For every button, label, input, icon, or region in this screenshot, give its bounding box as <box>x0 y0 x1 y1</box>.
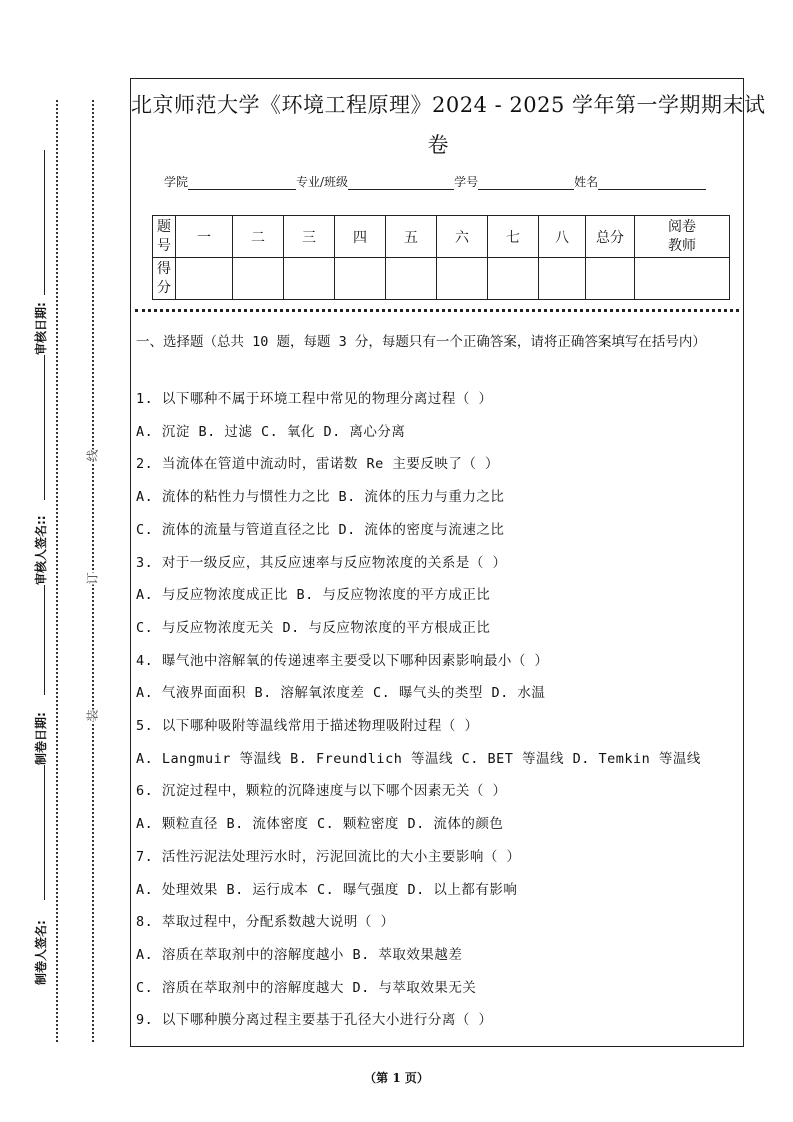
header-cell: 六 <box>437 216 488 258</box>
header-cell: 八 <box>539 216 586 258</box>
question-text: 3. 对于一级反应，其反应速率与反应物浓度的关系是（ ） <box>136 554 507 571</box>
answer-options: A. 处理效果 B. 运行成本 C. 曝气强度 D. 以上都有影响 <box>136 881 518 898</box>
score-cell[interactable] <box>488 258 539 300</box>
binding-mark-ding: 订 <box>85 572 100 585</box>
binding-dotted-line-inner <box>92 100 94 1042</box>
answer-options: C. 溶质在萃取剂中的溶解度越大 D. 与萃取效果无关 <box>136 979 477 996</box>
college-field[interactable] <box>188 175 296 190</box>
binding-dotted-line-outer <box>56 100 58 1042</box>
exam-title: 北京师范大学《环境工程原理》2024 - 2025 学年第一学期期末试 <box>131 93 766 117</box>
question-text: 9. 以下哪种膜分离过程主要基于孔径大小进行分离（ ） <box>136 1012 493 1029</box>
label-paper-date: 制卷日期: <box>34 712 48 765</box>
question-text: 8. 萃取过程中，分配系数越大说明（ ） <box>136 914 395 931</box>
question-text: 1. 以下哪种不属于环境工程中常见的物理分离过程（ ） <box>136 391 493 407</box>
label-student-id: 学号 <box>454 175 479 189</box>
score-cell[interactable] <box>539 258 586 300</box>
question-text: 6. 沉淀过程中，颗粒的沉降速度与以下哪个因素无关（ ） <box>136 783 507 800</box>
label-review-date: 审核日期: <box>34 302 48 355</box>
answer-options: A. 颗粒直径 B. 流体密度 C. 颗粒密度 D. 流体的颜色 <box>136 816 504 833</box>
header-cell: 五 <box>386 216 437 258</box>
header-cell: 一 <box>176 216 233 258</box>
exam-frame <box>130 78 766 1047</box>
row-label-score: 得 分 <box>153 258 176 300</box>
label-major-class: 专业/班级 <box>296 175 349 189</box>
answer-options: C. 流体的流量与管道直径之比 D. 流体的密度与流速之比 <box>136 521 505 538</box>
header-cell: 七 <box>488 216 539 258</box>
header-cell: 三 <box>284 216 335 258</box>
answer-options: C. 与反应物浓度无关 D. 与反应物浓度的平方根成正比 <box>136 619 491 636</box>
page-number: （第 1 页） <box>364 1071 429 1085</box>
exam-title-continued: 卷 <box>427 133 449 157</box>
score-table <box>152 215 730 300</box>
binding-mark-zhuang: 装 <box>85 709 100 722</box>
header-cell-grader: 阅卷 教师 <box>635 216 730 258</box>
table-row <box>153 258 730 300</box>
label-paper-maker-signature: 制卷人签名: <box>34 920 48 985</box>
score-cell-grader[interactable] <box>635 258 730 300</box>
header-cell: 四 <box>335 216 386 258</box>
header-cell-question-number: 题 号 <box>153 216 176 258</box>
review-date-line[interactable] <box>43 150 45 295</box>
label-name: 姓名 <box>574 175 599 189</box>
answer-options: A. 溶质在萃取剂中的溶解度越小 B. 萃取效果越差 <box>136 946 463 963</box>
dotted-divider <box>135 309 739 312</box>
score-cell[interactable] <box>335 258 386 300</box>
label-college: 学院 <box>164 175 189 189</box>
student-info-row <box>164 173 706 190</box>
question-text: 2. 当流体在管道中流动时，雷诺数 Re 主要反映了（ ） <box>136 456 500 473</box>
header-cell: 二 <box>233 216 284 258</box>
major-class-field[interactable] <box>348 175 454 190</box>
score-cell[interactable] <box>437 258 488 300</box>
score-cell[interactable] <box>284 258 335 300</box>
header-cell-total: 总分 <box>586 216 635 258</box>
answer-options: A. Langmuir 等温线 B. Freundlich 等温线 C. BET 等温线 D. Temkin 等温线 <box>136 750 701 767</box>
score-cell-total[interactable] <box>586 258 635 300</box>
answer-options: A. 气液界面面积 B. 溶解氧浓度差 C. 曝气头的类型 D. 水温 <box>136 685 546 702</box>
table-row <box>153 216 730 258</box>
score-cell[interactable] <box>176 258 233 300</box>
answer-options: A. 与反应物浓度成正比 B. 与反应物浓度的平方成正比 <box>136 587 491 604</box>
section-heading: 一、选择题（总共 10 题，每题 3 分，每题只有一个正确答案，请将正确答案填写在括号内） <box>136 334 706 350</box>
answer-options: A. 流体的粘性力与惯性力之比 B. 流体的压力与重力之比 <box>136 489 505 506</box>
student-id-field[interactable] <box>478 175 574 190</box>
signature-margin <box>31 149 49 1035</box>
question-text: 4. 曝气池中溶解氧的传递速率主要受以下哪种因素影响最小（ ） <box>136 652 549 669</box>
paper-date-line[interactable] <box>43 585 45 695</box>
score-cell[interactable] <box>233 258 284 300</box>
label-reviewer-signature: 审核人签名:: <box>34 515 48 585</box>
question-text: 5. 以下哪种吸附等温线常用于描述物理吸附过程（ ） <box>136 718 479 734</box>
reviewer-signature-line[interactable] <box>43 355 45 500</box>
name-field[interactable] <box>598 175 706 190</box>
score-cell[interactable] <box>386 258 437 300</box>
answer-options: A. 沉淀 B. 过滤 C. 氧化 D. 离心分离 <box>136 423 406 440</box>
paper-maker-signature-line[interactable] <box>43 765 45 900</box>
binding-mark-xian: 线 <box>85 449 100 462</box>
question-text: 7. 活性污泥法处理污水时，污泥回流比的大小主要影响（ ） <box>136 848 521 865</box>
